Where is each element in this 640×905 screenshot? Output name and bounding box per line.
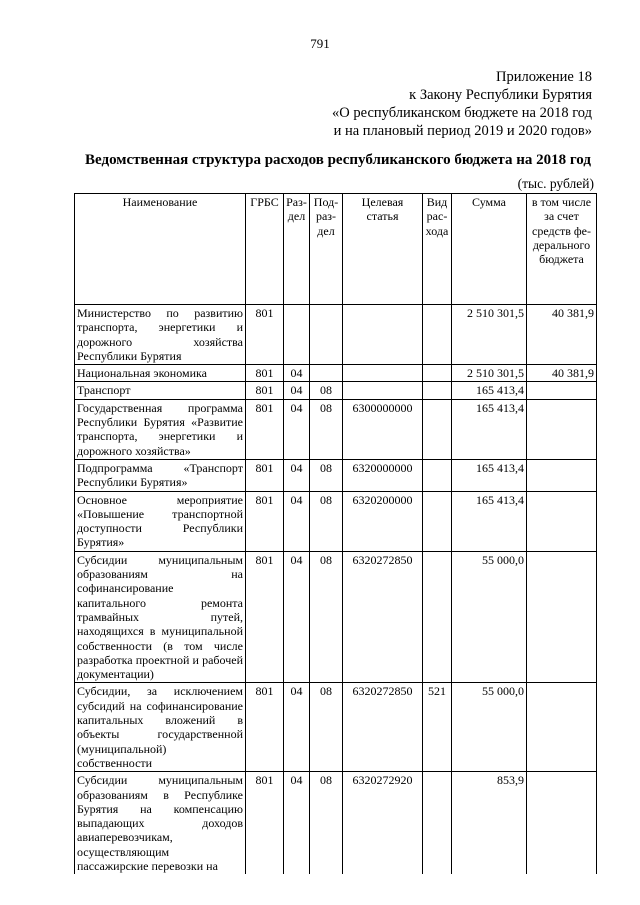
col-razdel-header: Раз- дел xyxy=(284,194,310,305)
table-row xyxy=(75,683,597,772)
row-federal xyxy=(527,491,597,551)
row-podrazdel: 08 xyxy=(310,459,343,491)
row-grbs: 801 xyxy=(246,305,284,365)
row-podrazdel: 08 xyxy=(310,382,343,399)
row-federal xyxy=(527,683,597,772)
row-federal: 40 381,9 xyxy=(527,365,597,382)
row-name: Субсидии, за исключением субсидий на софинансирование капитальных вложений в объекты государственной (муниципальной) собственности xyxy=(75,683,246,772)
row-razdel: 04 xyxy=(284,399,310,459)
row-sum: 55 000,0 xyxy=(452,551,527,683)
row-target: 6320200000 xyxy=(343,491,423,551)
row-grbs: 801 xyxy=(246,382,284,399)
table-row xyxy=(75,305,597,365)
table-row xyxy=(75,382,597,399)
row-sum: 2 510 301,5 xyxy=(452,305,527,365)
row-razdel: 04 xyxy=(284,772,310,875)
col-vid-header: Вид рас- хода xyxy=(423,194,452,305)
row-vid xyxy=(423,305,452,365)
row-federal xyxy=(527,399,597,459)
row-podrazdel xyxy=(310,365,343,382)
row-name: Основное мероприятие «Повышение транспортной доступности Республики Бурятия» xyxy=(75,491,246,551)
appendix-line: «О республиканском бюджете на 2018 год xyxy=(332,105,592,121)
budget-table xyxy=(74,193,597,874)
row-federal: 40 381,9 xyxy=(527,305,597,365)
row-razdel: 04 xyxy=(284,365,310,382)
row-vid: 521 xyxy=(423,683,452,772)
row-name: Государственная программа Республики Бурятия «Развитие транспорта, энергетики и дорожного хозяйства» xyxy=(75,399,246,459)
row-target: 6320000000 xyxy=(343,459,423,491)
row-razdel: 04 xyxy=(284,683,310,772)
page-number: 791 xyxy=(310,36,330,51)
table-row xyxy=(75,365,597,382)
row-sum: 165 413,4 xyxy=(452,491,527,551)
row-name: Подпрограмма «Транспорт Республики Бурятия» xyxy=(75,459,246,491)
appendix-header xyxy=(332,68,592,140)
units-note: (тыс. рублей) xyxy=(517,176,594,191)
row-razdel: 04 xyxy=(284,551,310,683)
row-name: Министерство по развитию транспорта, энергетики и дорожного хозяйства Республики Бурятия xyxy=(75,305,246,365)
row-podrazdel: 08 xyxy=(310,772,343,875)
row-name: Транспорт xyxy=(75,382,246,399)
row-federal xyxy=(527,382,597,399)
row-target: 6320272850 xyxy=(343,683,423,772)
row-grbs: 801 xyxy=(246,399,284,459)
row-target xyxy=(343,305,423,365)
row-podrazdel: 08 xyxy=(310,491,343,551)
document-title: Ведомственная структура расходов республиканского бюджета на 2018 год xyxy=(85,152,591,168)
row-sum: 853,9 xyxy=(452,772,527,875)
row-grbs: 801 xyxy=(246,551,284,683)
row-vid xyxy=(423,365,452,382)
table-row xyxy=(75,551,597,683)
row-grbs: 801 xyxy=(246,772,284,875)
row-grbs: 801 xyxy=(246,683,284,772)
table-row xyxy=(75,399,597,459)
row-name: Национальная экономика xyxy=(75,365,246,382)
appendix-line: и на плановый период 2019 и 2020 годов» xyxy=(333,123,592,139)
appendix-line: к Закону Республики Бурятия xyxy=(409,87,592,103)
row-razdel xyxy=(284,305,310,365)
row-sum: 165 413,4 xyxy=(452,459,527,491)
row-sum: 165 413,4 xyxy=(452,399,527,459)
row-target: 6320272920 xyxy=(343,772,423,875)
col-federal-header: в том числе за счет средств фе- дерального бюджета xyxy=(527,194,597,305)
row-vid xyxy=(423,399,452,459)
table-header-row xyxy=(75,194,597,305)
row-podrazdel xyxy=(310,305,343,365)
row-vid xyxy=(423,772,452,875)
row-podrazdel: 08 xyxy=(310,399,343,459)
row-name: Субсидии муниципальным образованиям на софинансирование капитального ремонта трамвайных путей, находящихся в муниципальной собственности (в том числе разработка проектной и рабочей документации) xyxy=(75,551,246,683)
row-vid xyxy=(423,382,452,399)
row-sum: 165 413,4 xyxy=(452,382,527,399)
row-vid xyxy=(423,551,452,683)
row-vid xyxy=(423,491,452,551)
row-name: Субсидии муниципальным образованиям в Республике Бурятия на компенсацию выпадающих доходов авиаперевозчикам, осуществляющим пассажирские перевозки на xyxy=(75,772,246,875)
col-sum-header: Сумма xyxy=(452,194,527,305)
row-sum: 2 510 301,5 xyxy=(452,365,527,382)
row-podrazdel: 08 xyxy=(310,551,343,683)
row-federal xyxy=(527,551,597,683)
row-sum: 55 000,0 xyxy=(452,683,527,772)
col-grbs-header: ГРБС xyxy=(246,194,284,305)
row-razdel: 04 xyxy=(284,459,310,491)
appendix-line: Приложение 18 xyxy=(496,69,592,85)
table-row xyxy=(75,459,597,491)
col-target-header: Целевая статья xyxy=(343,194,423,305)
row-federal xyxy=(527,459,597,491)
row-target: 6320272850 xyxy=(343,551,423,683)
row-podrazdel: 08 xyxy=(310,683,343,772)
row-grbs: 801 xyxy=(246,459,284,491)
row-federal xyxy=(527,772,597,875)
table-row xyxy=(75,491,597,551)
row-grbs: 801 xyxy=(246,491,284,551)
row-vid xyxy=(423,459,452,491)
col-name-header: Наименование xyxy=(75,194,246,305)
row-target xyxy=(343,365,423,382)
row-razdel: 04 xyxy=(284,491,310,551)
row-target xyxy=(343,382,423,399)
table-row xyxy=(75,772,597,875)
row-grbs: 801 xyxy=(246,365,284,382)
col-podrazdel-header: Под- раз- дел xyxy=(310,194,343,305)
row-razdel: 04 xyxy=(284,382,310,399)
row-target: 6300000000 xyxy=(343,399,423,459)
